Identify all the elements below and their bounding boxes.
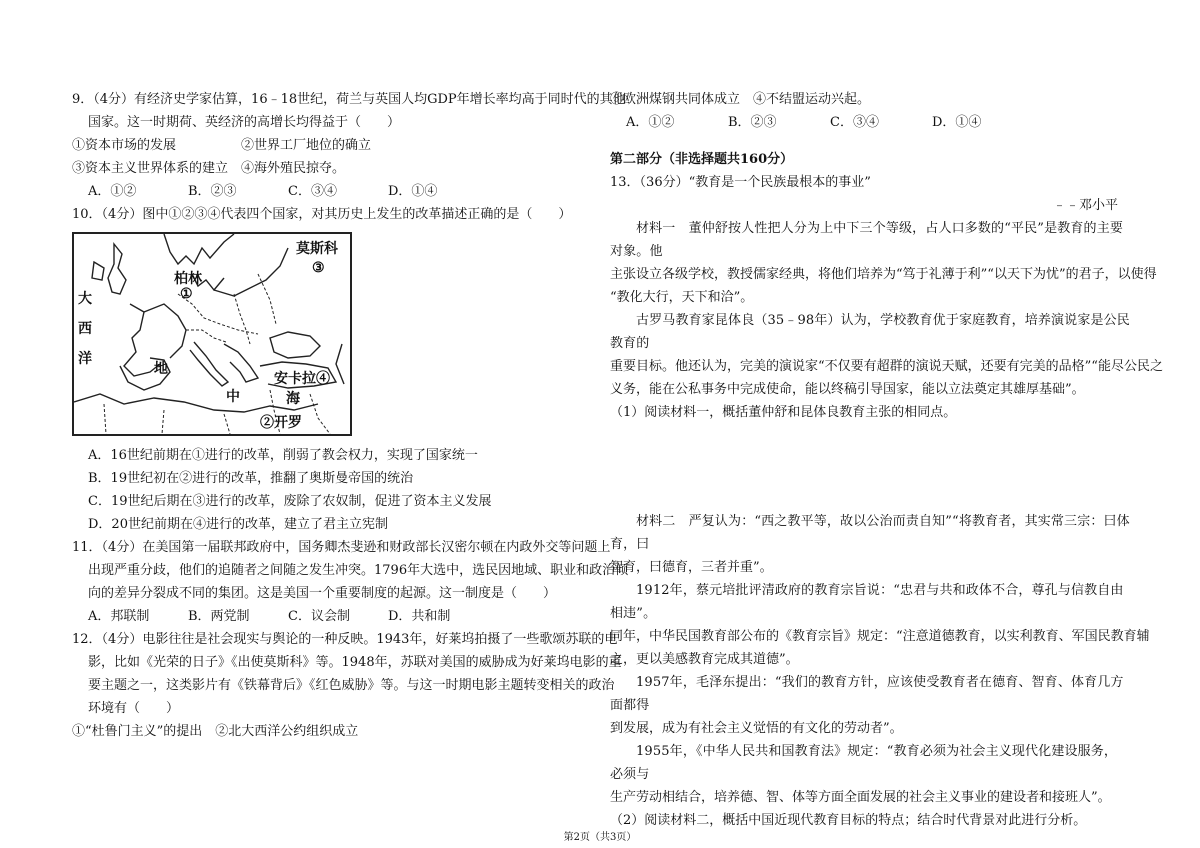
q12-items-line2: ③欧洲煤钢共同体成立 ④不结盟运动兴起。 <box>610 92 871 107</box>
q12-line3: 要主题之一，这类影片有《铁幕背后》《红色威胁》等。与这一时期电影主题转变相关的政治 <box>88 678 615 693</box>
q9-option-a[interactable]: A．①② <box>88 184 137 199</box>
map-label-moscow: 莫斯科 <box>296 241 338 257</box>
map-label-berlin: 柏林 <box>174 271 202 287</box>
map-label-ankara: 安卡拉④ <box>274 371 330 387</box>
q11-option-c[interactable]: C．议会制 <box>288 609 350 624</box>
q10-option-c[interactable]: C．19世纪后期在③进行的改革，废除了农奴制，促进了资本主义发展 <box>88 494 492 509</box>
material1b-line1: 古罗马教育家昆体良（35﹣98年）认为，学校教育优于家庭教育，培养演说家是公民教育的 <box>610 313 1130 351</box>
q9-option-c[interactable]: C．③④ <box>288 184 337 199</box>
q11-line3: 向的差异分裂成不同的集团。这是美国一个重要制度的起源。这一制度是（ ） <box>88 586 557 601</box>
material2-line1: 材料二 严复认为：“西之教平等，故以公治而责自知”“将教育者，其实常三宗：曰体育，曰 <box>610 514 1130 552</box>
answer-space[interactable] <box>610 424 1130 510</box>
q9-options <box>72 180 592 203</box>
map-drawing <box>74 234 350 434</box>
q9-stem-line2: 国家。这一时期荷、英经济的高增长均得益于（ ） <box>88 115 401 130</box>
q12-option-d[interactable]: D．①④ <box>932 115 982 130</box>
q11-line2: 出现严重分歧，他们的追随者之间随之发生冲突。1796年大选中，选民因地域、职业和政治倾 <box>88 563 629 578</box>
q12-line1: 12．（4分）电影往往是社会现实与舆论的一种反映。1943年，好莱坞拍摄了一些歌颂苏联的电 <box>72 632 618 647</box>
q13-stem: 13．（36分）“教育是一个民族最根本的事业” <box>610 175 871 190</box>
quote-author: ﹣﹣邓小平 <box>1052 198 1118 213</box>
q9-option-d[interactable]: D．①④ <box>388 184 438 199</box>
map-label-mediterranean-3: 海 <box>286 391 300 407</box>
q10-option-a[interactable]: A．16世纪前期在①进行的改革，削弱了教会权力，实现了国家统一 <box>88 448 478 463</box>
left-column <box>72 88 629 743</box>
material2b-line1: 1912年，蔡元培批评清政府的教育宗旨说：“忠君与共和政体不合，尊孔与信教自由相违”。 <box>610 583 1124 621</box>
material2d-line2: 生产劳动相结合，培养德、智、体等方面全面发展的社会主义事业的建设者和接班人”。 <box>610 790 1111 805</box>
material2c-line1: 1957年，毛泽东提出：“我们的教育方针，应该使受教育者在德育、智育、体育几方面都得 <box>610 675 1124 713</box>
question-2: （2）阅读材料二，概括中国近现代教育目标的特点；结合时代背景对此进行分析。 <box>610 813 1087 828</box>
q10-stem: 10．（4分）图中①②③④代表四个国家，对其历史上发生的改革描述正确的是（ ） <box>72 207 572 222</box>
material2d-line1: 1955年，《中华人民共和国教育法》规定：“教育必须为社会主义现代化建设服务，必须与 <box>610 744 1118 782</box>
right-column <box>610 88 1163 832</box>
q10-option-b[interactable]: B．19世纪初在②进行的改革，推翻了奥斯曼帝国的统治 <box>88 471 414 486</box>
map-label-atlantic-1: 大 <box>78 291 92 307</box>
map-label-atlantic-2: 西 <box>78 321 92 337</box>
q11-option-b[interactable]: B．两党制 <box>188 609 250 624</box>
material1b-line2: 重要目标。他还认为，完美的演说家“不仅要有超群的演说天赋，还要有完美的品格”“能尽公民之 <box>610 359 1163 374</box>
q9-option-b[interactable]: B．②③ <box>188 184 237 199</box>
material2b-line2: 同年，中华民国教育部公布的《教育宗旨》规定：“注意道德教育，以实利教育、军国民教育辅 <box>610 629 1150 644</box>
q12-option-c[interactable]: C．③④ <box>830 115 879 130</box>
q9-items-line2: ③资本主义世界体系的建立 ④海外殖民掠夺。 <box>72 161 346 176</box>
q12-option-a[interactable]: A．①② <box>626 115 675 130</box>
question-1: （1）阅读材料一，概括董仲舒和昆体良教育主张的相同点。 <box>610 405 957 420</box>
material2-line2: 智育，曰德育，三者并重”。 <box>610 560 773 575</box>
map-label-mediterranean-2: 中 <box>226 389 240 405</box>
europe-map <box>72 232 352 436</box>
q12-line2: 影，比如《光荣的日子》《出使莫斯科》等。1948年，苏联对美国的威胁成为好莱坞电影的重 <box>88 655 622 670</box>
material1-line2: 主张设立各级学校，教授儒家经典，将他们培养为“笃于礼薄于利”“以天下为忧”的君子，以使得 <box>610 267 1157 282</box>
map-label-1: ① <box>180 286 193 302</box>
part2-heading: 第二部分（非选择题共160分） <box>610 152 794 167</box>
material1b-line3: 义务，能在公私事务中完成使命，能以终稿引导国家，能以立法奠定其雄厚基础”。 <box>610 382 1085 397</box>
material1-line3: “教化大行，天下和洽”。 <box>610 290 754 305</box>
q9-stem-line1: 9．（4分）有经济史学家估算，16﹣18世纪，荷兰与英国人均GDP年增长率均高于同时代的其他 <box>72 92 626 107</box>
q11-options <box>72 605 592 628</box>
q9-items-line1: ①资本市场的发展 ②世界工厂地位的确立 <box>72 138 372 153</box>
q10-option-d[interactable]: D．20世纪前期在④进行的改革，建立了君主立宪制 <box>88 517 388 532</box>
page-footer: 第2页（共3页） <box>563 832 637 843</box>
material1-line1: 材料一 董仲舒按人性把人分为上中下三个等级，占人口多数的“平民”是教育的主要对象。他 <box>610 221 1123 259</box>
map-label-atlantic-3: 洋 <box>78 351 92 367</box>
q12-option-b[interactable]: B．②③ <box>728 115 777 130</box>
q11-option-d[interactable]: D．共和制 <box>388 609 451 624</box>
q11-line1: 11．（4分）在美国第一届联邦政府中，国务卿杰斐逊和财政部长汉密尔顿在内政外交等问题上 <box>72 540 611 555</box>
q11-option-a[interactable]: A．邦联制 <box>88 609 150 624</box>
q12-options <box>610 111 1130 134</box>
material2b-line3: 之，更以美感教育完成其道德”。 <box>610 652 799 667</box>
material2c-line2: 到发展，成为有社会主义觉悟的有文化的劳动者”。 <box>610 721 903 736</box>
map-label-cairo: ②开罗 <box>260 415 302 431</box>
map-label-mediterranean-1: 地 <box>154 361 168 377</box>
map-label-3: ③ <box>312 260 325 276</box>
q12-line4: 环境有（ ） <box>88 701 180 716</box>
q12-items-line1: ①“杜鲁门主义”的提出 ②北大西洋公约组织成立 <box>72 724 359 739</box>
